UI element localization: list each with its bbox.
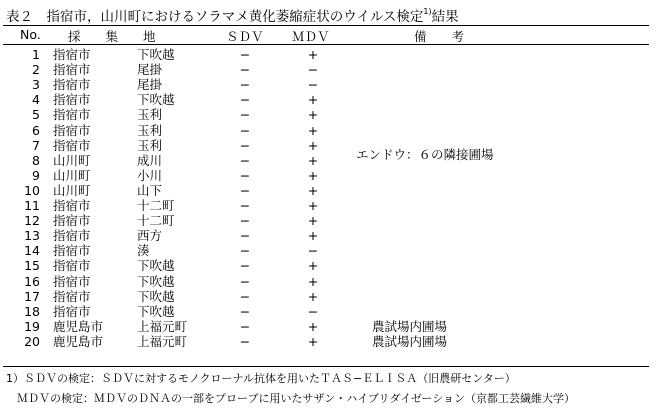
row-mdv: + xyxy=(307,167,319,183)
table-row xyxy=(0,228,658,243)
row-sdv: − xyxy=(239,152,251,168)
row-mdv: + xyxy=(307,333,319,349)
table-row xyxy=(0,47,658,62)
row-number: 19 xyxy=(24,318,40,334)
row-city: 鹿児島市 xyxy=(53,333,104,349)
title-text: 表２ 指宿市，山川町におけるソラマメ黄化萎縮症状のウイルス検定 xyxy=(6,9,424,25)
row-number: 6 xyxy=(32,122,40,138)
table-row xyxy=(0,319,658,334)
header-no: No. xyxy=(20,27,41,42)
table-row xyxy=(0,183,658,198)
row-mdv: + xyxy=(307,288,319,304)
row-number: 20 xyxy=(24,333,40,349)
row-city: 指宿市 xyxy=(53,243,91,259)
header-sdv: ＳＤＶ xyxy=(226,29,264,44)
row-place: 玉利 xyxy=(137,107,163,123)
row-city: 指宿市 xyxy=(53,47,91,62)
row-number: 12 xyxy=(24,213,40,229)
row-mdv: + xyxy=(307,318,319,334)
row-number: 18 xyxy=(24,303,40,319)
table-row xyxy=(0,274,658,289)
row-number: 17 xyxy=(24,288,40,304)
row-mdv: + xyxy=(307,152,319,168)
row-place: 山下 xyxy=(137,182,163,198)
row-city: 指宿市 xyxy=(53,122,91,138)
row-sdv: − xyxy=(239,92,251,108)
row-place: 玉利 xyxy=(137,122,163,138)
row-city: 指宿市 xyxy=(53,62,91,78)
row-city: 鹿児島市 xyxy=(53,318,104,334)
footnote-sdv: 1）ＳＤＶの検定：ＳＤＶに対するモノクローナル抗体を用いたＴＡＳ−ＥＬＩＳＡ（旧農研センター） xyxy=(6,372,516,385)
table-row xyxy=(0,258,658,273)
row-mdv: + xyxy=(307,122,319,138)
row-place: 十二町 xyxy=(137,213,175,229)
row-place: 上福元町 xyxy=(137,333,188,349)
title-footnote-mark: 1) xyxy=(423,6,432,16)
table-bottom-rule xyxy=(3,366,649,367)
row-number: 14 xyxy=(24,243,40,259)
row-remark: 農試場内圃場 xyxy=(372,333,448,349)
row-number: 7 xyxy=(32,137,40,153)
row-remark: 農試場内圃場 xyxy=(372,318,448,334)
row-city: 指宿市 xyxy=(53,288,91,304)
row-place: 尾掛 xyxy=(137,62,163,78)
row-mdv: + xyxy=(307,273,319,289)
table-row xyxy=(0,77,658,92)
row-place: 下吹越 xyxy=(137,92,175,108)
row-mdv: − xyxy=(307,243,319,259)
row-city: 指宿市 xyxy=(53,273,91,289)
row-number: 3 xyxy=(32,77,40,93)
table-row xyxy=(0,62,658,77)
row-city: 山川町 xyxy=(53,182,91,198)
row-mdv: − xyxy=(307,77,319,93)
footnote-mdv: ＭＤＶの検定：ＭＤＶのＤＮＡの一部をプローブに用いたサザン・ハイブリダイゼーション（京都工芸繊維大学） xyxy=(6,392,576,405)
row-number: 10 xyxy=(24,182,40,198)
row-city: 山川町 xyxy=(53,152,91,168)
row-number: 4 xyxy=(32,92,40,108)
header-area: 採 集 地 xyxy=(68,29,156,44)
row-mdv: + xyxy=(307,258,319,274)
row-mdv: + xyxy=(307,213,319,229)
row-sdv: − xyxy=(239,198,251,213)
row-sdv: − xyxy=(239,258,251,274)
row-city: 指宿市 xyxy=(53,303,91,319)
row-mdv: − xyxy=(307,303,319,319)
table-top-rule xyxy=(3,25,649,26)
table-title xyxy=(6,5,459,25)
row-sdv: − xyxy=(239,303,251,319)
row-mdv: + xyxy=(307,137,319,153)
row-sdv: − xyxy=(239,167,251,183)
row-sdv: − xyxy=(239,243,251,259)
row-place: 玉利 xyxy=(137,137,163,153)
row-number: 16 xyxy=(24,273,40,289)
row-number: 9 xyxy=(32,167,40,183)
header-remarks: 備 考 xyxy=(414,29,465,44)
row-sdv: − xyxy=(239,182,251,198)
header-bottom-rule xyxy=(3,44,649,45)
row-sdv: − xyxy=(239,333,251,349)
row-mdv: + xyxy=(307,92,319,108)
row-city: 指宿市 xyxy=(53,107,91,123)
title-suffix: 結果 xyxy=(431,9,459,25)
table-row xyxy=(0,123,658,138)
row-number: 13 xyxy=(24,228,40,244)
row-sdv: − xyxy=(239,122,251,138)
row-sdv: − xyxy=(239,62,251,78)
header-mdv: ＭＤＶ xyxy=(292,29,330,44)
row-place: 下吹越 xyxy=(137,288,175,304)
row-place: 西方 xyxy=(137,228,163,244)
row-number: 11 xyxy=(24,198,40,213)
row-mdv: + xyxy=(307,107,319,123)
table-row xyxy=(0,168,658,183)
row-city: 指宿市 xyxy=(53,137,91,153)
table-row xyxy=(0,92,658,107)
table-row xyxy=(0,198,658,213)
row-sdv: − xyxy=(239,288,251,304)
row-number: 15 xyxy=(24,258,40,274)
remark-note-adjacent-field: エンドウ：６の隣接圃場 xyxy=(356,147,494,162)
row-sdv: − xyxy=(239,228,251,244)
row-sdv: − xyxy=(239,318,251,334)
row-mdv: + xyxy=(307,47,319,62)
table-row xyxy=(0,153,658,168)
row-mdv: + xyxy=(307,198,319,213)
row-number: 1 xyxy=(32,47,40,62)
row-number: 2 xyxy=(32,62,40,78)
row-mdv: − xyxy=(307,62,319,78)
row-city: 指宿市 xyxy=(53,213,91,229)
table-row xyxy=(0,334,658,349)
row-city: 指宿市 xyxy=(53,258,91,274)
row-place: 下吹越 xyxy=(137,258,175,274)
row-sdv: − xyxy=(239,107,251,123)
row-city: 指宿市 xyxy=(53,92,91,108)
row-city: 指宿市 xyxy=(53,228,91,244)
row-place: 十二町 xyxy=(137,198,175,213)
table-row xyxy=(0,213,658,228)
table-row xyxy=(0,243,658,258)
row-number: 8 xyxy=(32,152,40,168)
row-sdv: − xyxy=(239,213,251,229)
row-place: 上福元町 xyxy=(137,318,188,334)
table-row xyxy=(0,138,658,153)
row-number: 5 xyxy=(32,107,40,123)
row-place: 下吹越 xyxy=(137,303,175,319)
row-mdv: + xyxy=(307,182,319,198)
row-place: 小川 xyxy=(137,167,163,183)
row-place: 湊 xyxy=(137,243,150,259)
row-place: 尾掛 xyxy=(137,77,163,93)
row-place: 成川 xyxy=(137,152,163,168)
table-row xyxy=(0,107,658,122)
row-sdv: − xyxy=(239,273,251,289)
row-city: 指宿市 xyxy=(53,77,91,93)
row-sdv: − xyxy=(239,137,251,153)
table-row xyxy=(0,289,658,304)
row-place: 下吹越 xyxy=(137,47,175,62)
table-row xyxy=(0,304,658,319)
row-city: 山川町 xyxy=(53,167,91,183)
row-sdv: − xyxy=(239,77,251,93)
row-city: 指宿市 xyxy=(53,198,91,213)
row-sdv: − xyxy=(239,47,251,62)
row-mdv: + xyxy=(307,228,319,244)
row-place: 下吹越 xyxy=(137,273,175,289)
